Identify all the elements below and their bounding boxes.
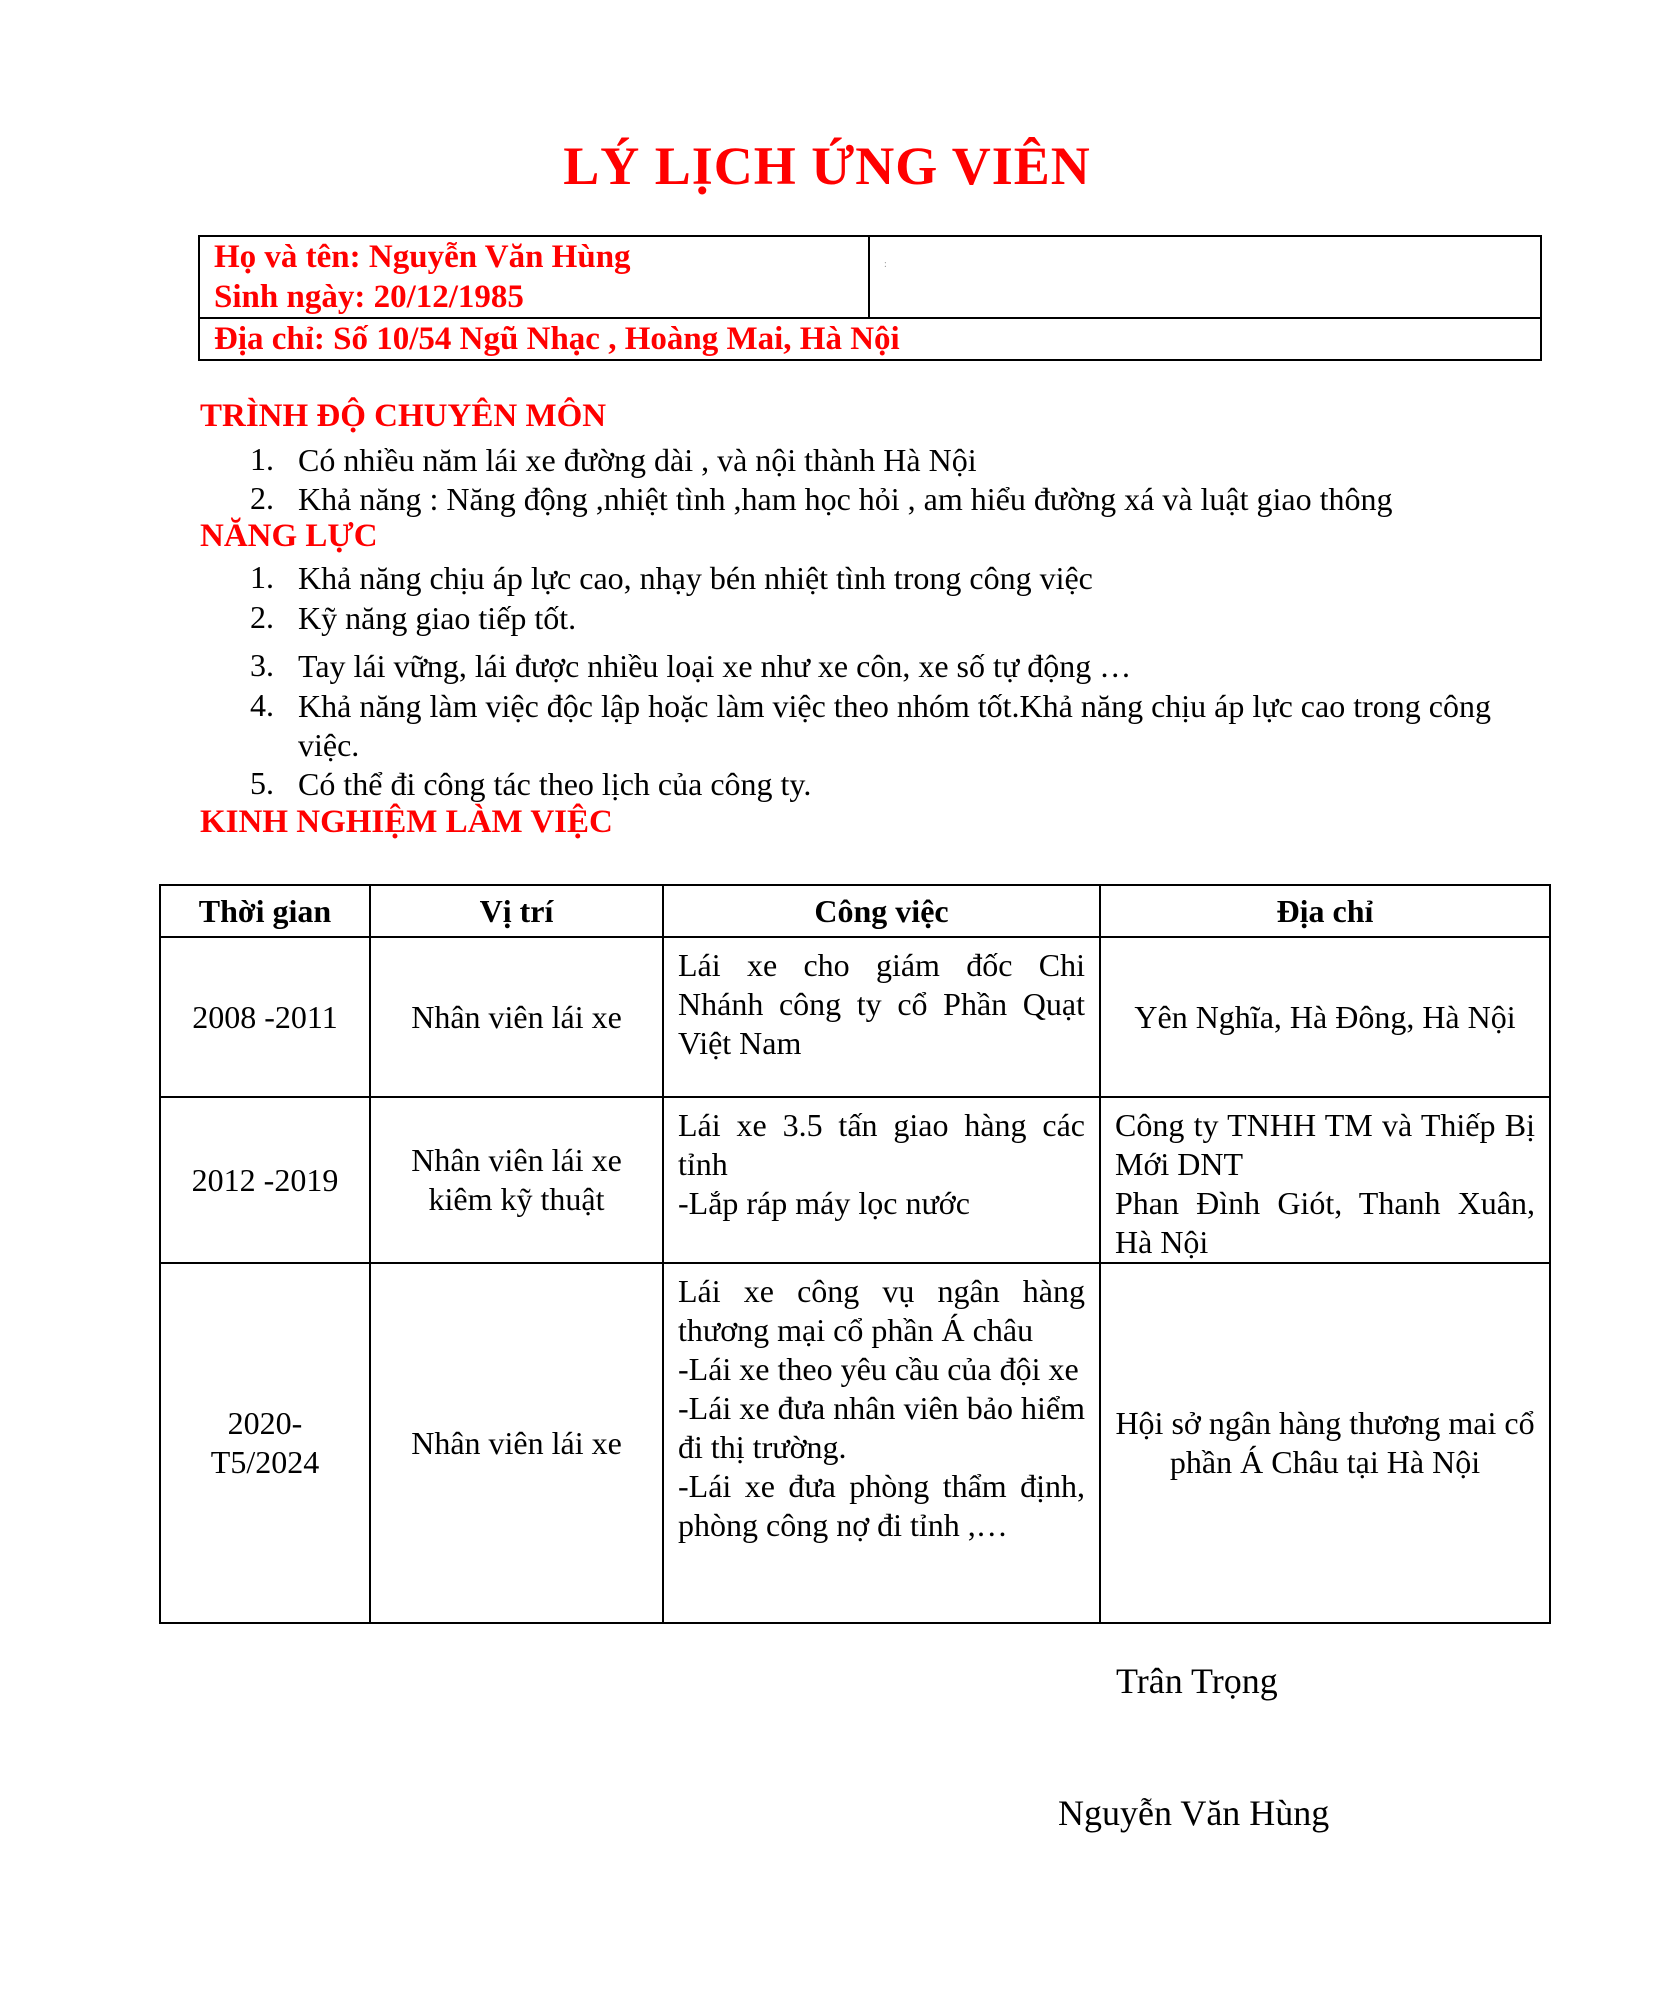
job-line: -Lắp ráp máy lọc nước [678, 1185, 970, 1221]
cell-position: Nhân viên lái xe [370, 937, 663, 1097]
time-line: 2020- [227, 1405, 303, 1441]
list-item-text: Khả năng chịu áp lực cao, nhạy bén nhiệt tình trong công việc [298, 560, 1093, 596]
address-line: Phan Đình Giót, Thanh Xuân, Hà Nội [1115, 1185, 1535, 1260]
cell-time: 2008 -2011 [160, 937, 370, 1097]
address-line: Công ty TNHH TM và Thiếp Bị Mới DNT [1115, 1107, 1535, 1182]
personal-info-table [198, 235, 1542, 361]
position-line: kiêm kỹ thuật [428, 1181, 605, 1217]
date-of-birth: Sinh ngày: 20/12/1985 [214, 279, 524, 315]
header-address: Địa chỉ [1100, 885, 1550, 937]
full-name: Họ và tên: Nguyễn Văn Hùng [214, 239, 631, 275]
list-item-text: Khả năng làm việc độc lập hoặc làm việc theo nhóm tốt.Khả năng chịu áp lực cao trong công việc. [298, 688, 1491, 763]
header-position: Vị trí [370, 885, 663, 937]
cell-job [663, 937, 1100, 1097]
position-line: Nhân viên lái xe [411, 1142, 622, 1178]
address-cell: Địa chỉ: Số 10/54 Ngũ Nhạc , Hoàng Mai, Hà Nội [199, 318, 1541, 360]
list-item-text: Có thể đi công tác theo lịch của công ty. [298, 766, 812, 802]
cell-address [1100, 1097, 1550, 1263]
abilities-heading: NĂNG LỰC [200, 518, 378, 554]
document-title: LÝ LỊCH ỨNG VIÊN [563, 136, 1091, 196]
work-experience-table [159, 884, 1551, 1624]
table-row [160, 937, 1550, 1097]
list-number: 3. [250, 647, 274, 683]
cell-position [370, 1097, 663, 1263]
list-number: 2. [250, 480, 274, 516]
table-row [160, 1263, 1550, 1623]
list-number: 1. [250, 559, 274, 595]
signature-name: Nguyễn Văn Hùng [1058, 1793, 1330, 1833]
list-number: 1. [250, 441, 274, 477]
table-row [160, 1097, 1550, 1263]
list-item-text: Tay lái vững, lái được nhiều loại xe như xe côn, xe số tự động … [298, 648, 1132, 684]
name-dob-cell [199, 236, 869, 318]
closing-text: Trân Trọng [1116, 1661, 1278, 1701]
job-line: Lái xe 3.5 tấn giao hàng các tỉnh [678, 1107, 1085, 1182]
job-line: -Lái xe theo yêu cầu của đội xe [678, 1351, 1079, 1387]
job-line: -Lái xe đưa nhân viên bảo hiểm đi thị trường. [678, 1390, 1085, 1465]
job-line: Lái xe cho giám đốc Chi Nhánh công ty cổ Phần Quạt Việt Nam [678, 947, 1085, 1061]
cell-address: Hội sở ngân hàng thương mai cổ phần Á Châu tại Hà Nội [1100, 1263, 1550, 1623]
time-line: T5/2024 [210, 1444, 320, 1480]
job-line: -Lái xe đưa phòng thẩm định, phòng công nợ đi tỉnh ,… [678, 1468, 1085, 1543]
list-number: 5. [250, 765, 274, 801]
experience-heading: KINH NGHIỆM LÀM VIỆC [200, 804, 613, 840]
cell-position: Nhân viên lái xe [370, 1263, 663, 1623]
cell-job [663, 1263, 1100, 1623]
header-time: Thời gian [160, 885, 370, 937]
photo-cell [869, 236, 1541, 318]
list-item-text: Khả năng : Năng động ,nhiệt tình ,ham học hỏi , am hiểu đường xá và luật giao thông [298, 481, 1393, 517]
list-item-text: Có nhiều năm lái xe đường dài , và nội thành Hà Nội [298, 442, 977, 478]
cell-time: 2012 -2019 [160, 1097, 370, 1263]
list-number: 2. [250, 599, 274, 635]
header-job: Công việc [663, 885, 1100, 937]
qualifications-heading: TRÌNH ĐỘ CHUYÊN MÔN [200, 398, 607, 434]
list-item-text: Kỹ năng giao tiếp tốt. [298, 600, 577, 636]
cell-job [663, 1097, 1100, 1263]
cell-time [160, 1263, 370, 1623]
list-number: 4. [250, 687, 274, 723]
photo-placeholder-mark: : [884, 259, 887, 270]
cell-address: Yên Nghĩa, Hà Đông, Hà Nội [1100, 937, 1550, 1097]
job-line: Lái xe công vụ ngân hàng thương mại cổ phần Á châu [678, 1273, 1085, 1348]
